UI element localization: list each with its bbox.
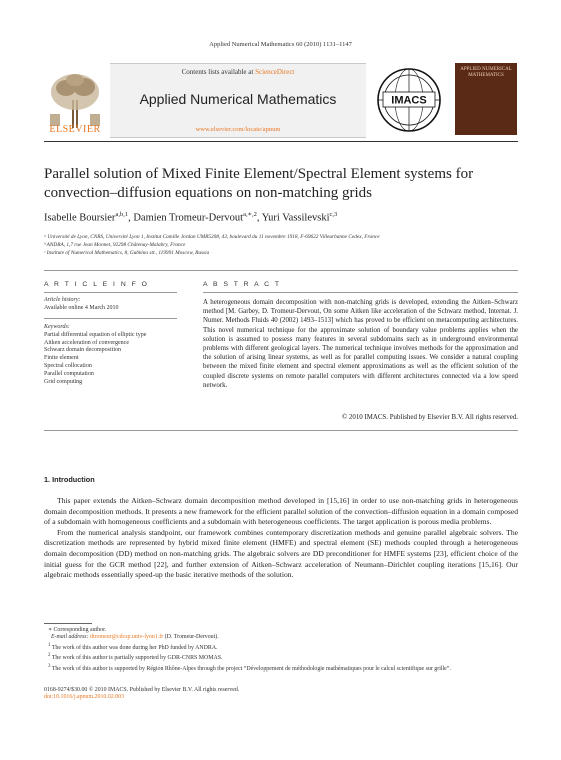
masthead-rule [44, 141, 518, 142]
abstract-text: A heterogeneous domain decomposition with non-matching grids is developed, extending the Aitken–Schwarz method [M. Garbey, D. Tromeur-Dervout, On some Aitken like acceleration of the Schwarz method, Internat. J. Numer. Methods Fluids 40 (2002) 1493–1513] which has proved to be efficient on metacomputing architectures. This novel numerical technique for the approximate solution of boundary value problems applies when the solution is assumed to possess many features in several subdomains such as in underground environmental problems with different geological layers. The numerical technique involves methods for the approximation and the solution of arising linear systems, as well as for parallel computing issues. We consider a natural coupling between the mixed finite element and spectral element approximations as well as the efficient solution of the coupled discrete systems on remote parallel computers with different architectures connected via a low speed network. [203, 299, 518, 389]
email-link[interactable]: dtromeur@cdcsp.univ-lyon1.fr [90, 634, 164, 641]
history-label: Article history: [44, 297, 81, 303]
author-affiliation-marks: a,b,1 [115, 211, 129, 218]
journal-title: Applied Numerical Mathematics [139, 91, 337, 107]
footnote-mark: 1 [48, 642, 51, 648]
contents-line [110, 68, 366, 76]
keyword: Grid computing [44, 378, 83, 385]
footnote-text: The work of this author was done during her PhD funded by ANDRA. [51, 644, 218, 651]
doi-link[interactable]: doi:10.1016/j.apnum.2010.02.003 [44, 694, 125, 701]
footnote-text: Corresponding author. [53, 627, 107, 633]
journal-cover [455, 63, 517, 135]
contents-prefix: Contents lists available at [181, 68, 256, 76]
article-info-heading: A R T I C L E I N F O [44, 281, 149, 288]
footnote-text: The work of this author is supported by Région Rhône-Alpes through the project “Développement de méthodologie mathématiques pour le calcul scientifique sur grille”. [51, 665, 451, 672]
abstract-copyright: © 2010 IMACS. Published by Elsevier B.V. All rights reserved. [341, 414, 518, 421]
author-name: Yuri Vassilevski [261, 212, 330, 224]
keyword: Parallel computation [44, 370, 94, 377]
footnote-mark: 3 [48, 663, 51, 669]
article-title: Parallel solution of Mixed Finite Element/Spectral Element systems for convection–diffusion equations on non-matching grids [44, 166, 474, 201]
sciencedirect-link[interactable]: ScienceDirect [255, 68, 295, 76]
email-label: E-mail address: [50, 634, 89, 641]
author-list: Isabelle Boursier$^{a,b,1}$, Damien Tromeur-Dervout$^{a,∗,2}$, Yuri Vassilevski$^{c,3}$ [44, 211, 338, 224]
introduction-body [44, 496, 518, 581]
keyword: Finite element [44, 355, 79, 362]
author-affiliation-marks: a,∗,2 [243, 211, 257, 218]
author-name: Isabelle Boursier [44, 212, 116, 224]
section-rule [44, 430, 518, 431]
imacs-logo-text: IMACS [391, 94, 427, 107]
keywords-label: Keywords: [44, 324, 70, 330]
footnote-mark: 2 [48, 653, 51, 659]
article-info-rule [44, 292, 177, 293]
footnote-rule [44, 623, 92, 624]
paragraph: From the numerical analysis standpoint, our framework combines contemporary discretization methods and genuine parallel algebraic solvers. The discretization methods are represented by hybrid mixed finite element (HMFE) and spectral element (SE) methods coupled through a heterogeneous domain decomposition (DD) method on non-matching grids. The algebraic solvers are DD preconditioner for HMFE systems [23], efficient choice of the initial guess for the GCR method [22], and further extension of Aitken–Schwarz acceleration of Neumann–Dirichlet coupling iterations [15,16]. Our algebraic methods essentially speed-up the basic iterative methods of the solution. [44, 527, 518, 580]
keywords-block [44, 324, 184, 386]
footnote [44, 663, 518, 673]
keyword: Schwarz domain decomposition [44, 347, 121, 354]
history-value: Available online 4 March 2010 [44, 304, 119, 311]
section-heading: 1. Introduction [44, 475, 95, 484]
email-owner: (D. Tromeur-Dervout). [164, 634, 219, 641]
cover-title: APPLIED NUMERICAL MATHEMATICS [460, 67, 512, 78]
elsevier-wordmark: ELSEVIER [49, 124, 101, 135]
author-affiliation-marks: c,3 [329, 211, 338, 218]
keyword: Partial differential equation of elliptic type [44, 331, 147, 338]
paragraph: This paper extends the Aitken–Schwarz domain decomposition method developed in [15,16] in order to use non-matching grids in heterogeneous domain decomposition methods. It presents a new framework for the efficient parallel solution of the convection–diffusion equation in a domain composed of a subdomain with homogeneous coefficients and a subdomain with heterogeneous coefficients. The target application is porous media problems. [44, 496, 518, 527]
abstract-heading: A B S T R A C T [203, 281, 281, 288]
footnote-mark: ∗ [48, 627, 53, 633]
article-history [44, 297, 184, 313]
affiliation: ᶜ Institute of Numerical Mathematics, 8, Gubkina str., 119991 Moscow, Russia [44, 250, 210, 256]
footnote [44, 642, 518, 652]
affiliation: ᵃ Université de Lyon, CNRS, Université Lyon 1, Institut Camille Jordan UMR5208, 43, boulevard du 11 novembre 1918, F-69622 Villeurbanne Cedex, France [44, 234, 380, 240]
keyword: Spectral collocation [44, 362, 92, 369]
issn-line: 0168-9274/$30.00 © 2010 IMACS. Published by Elsevier B.V. All rights reserved. [44, 687, 240, 693]
keywords-rule [44, 318, 177, 319]
footnote-email [44, 634, 518, 641]
footnote [44, 652, 518, 662]
issn-block [44, 687, 239, 702]
author-name: Damien Tromeur-Dervout [133, 212, 244, 224]
journal-url-link[interactable]: www.elsevier.com/locate/apnum [195, 126, 281, 133]
keyword: Aitken acceleration of convergence [44, 339, 130, 346]
abstract-rule [203, 292, 518, 293]
running-head: Applied Numerical Mathematics 60 (2010) 1131–1147 [209, 41, 352, 48]
affiliation: ᵇ ANDRA, 1,7 rue Jean Monnet, 92298 Châtenay-Malabry, France [44, 242, 186, 248]
footnotes [44, 627, 518, 673]
imacs-logo [374, 66, 444, 134]
section-rule [44, 270, 518, 271]
footnote-text: The work of this author is partially supported by GDR-CNRS MOMAS. [51, 655, 223, 662]
